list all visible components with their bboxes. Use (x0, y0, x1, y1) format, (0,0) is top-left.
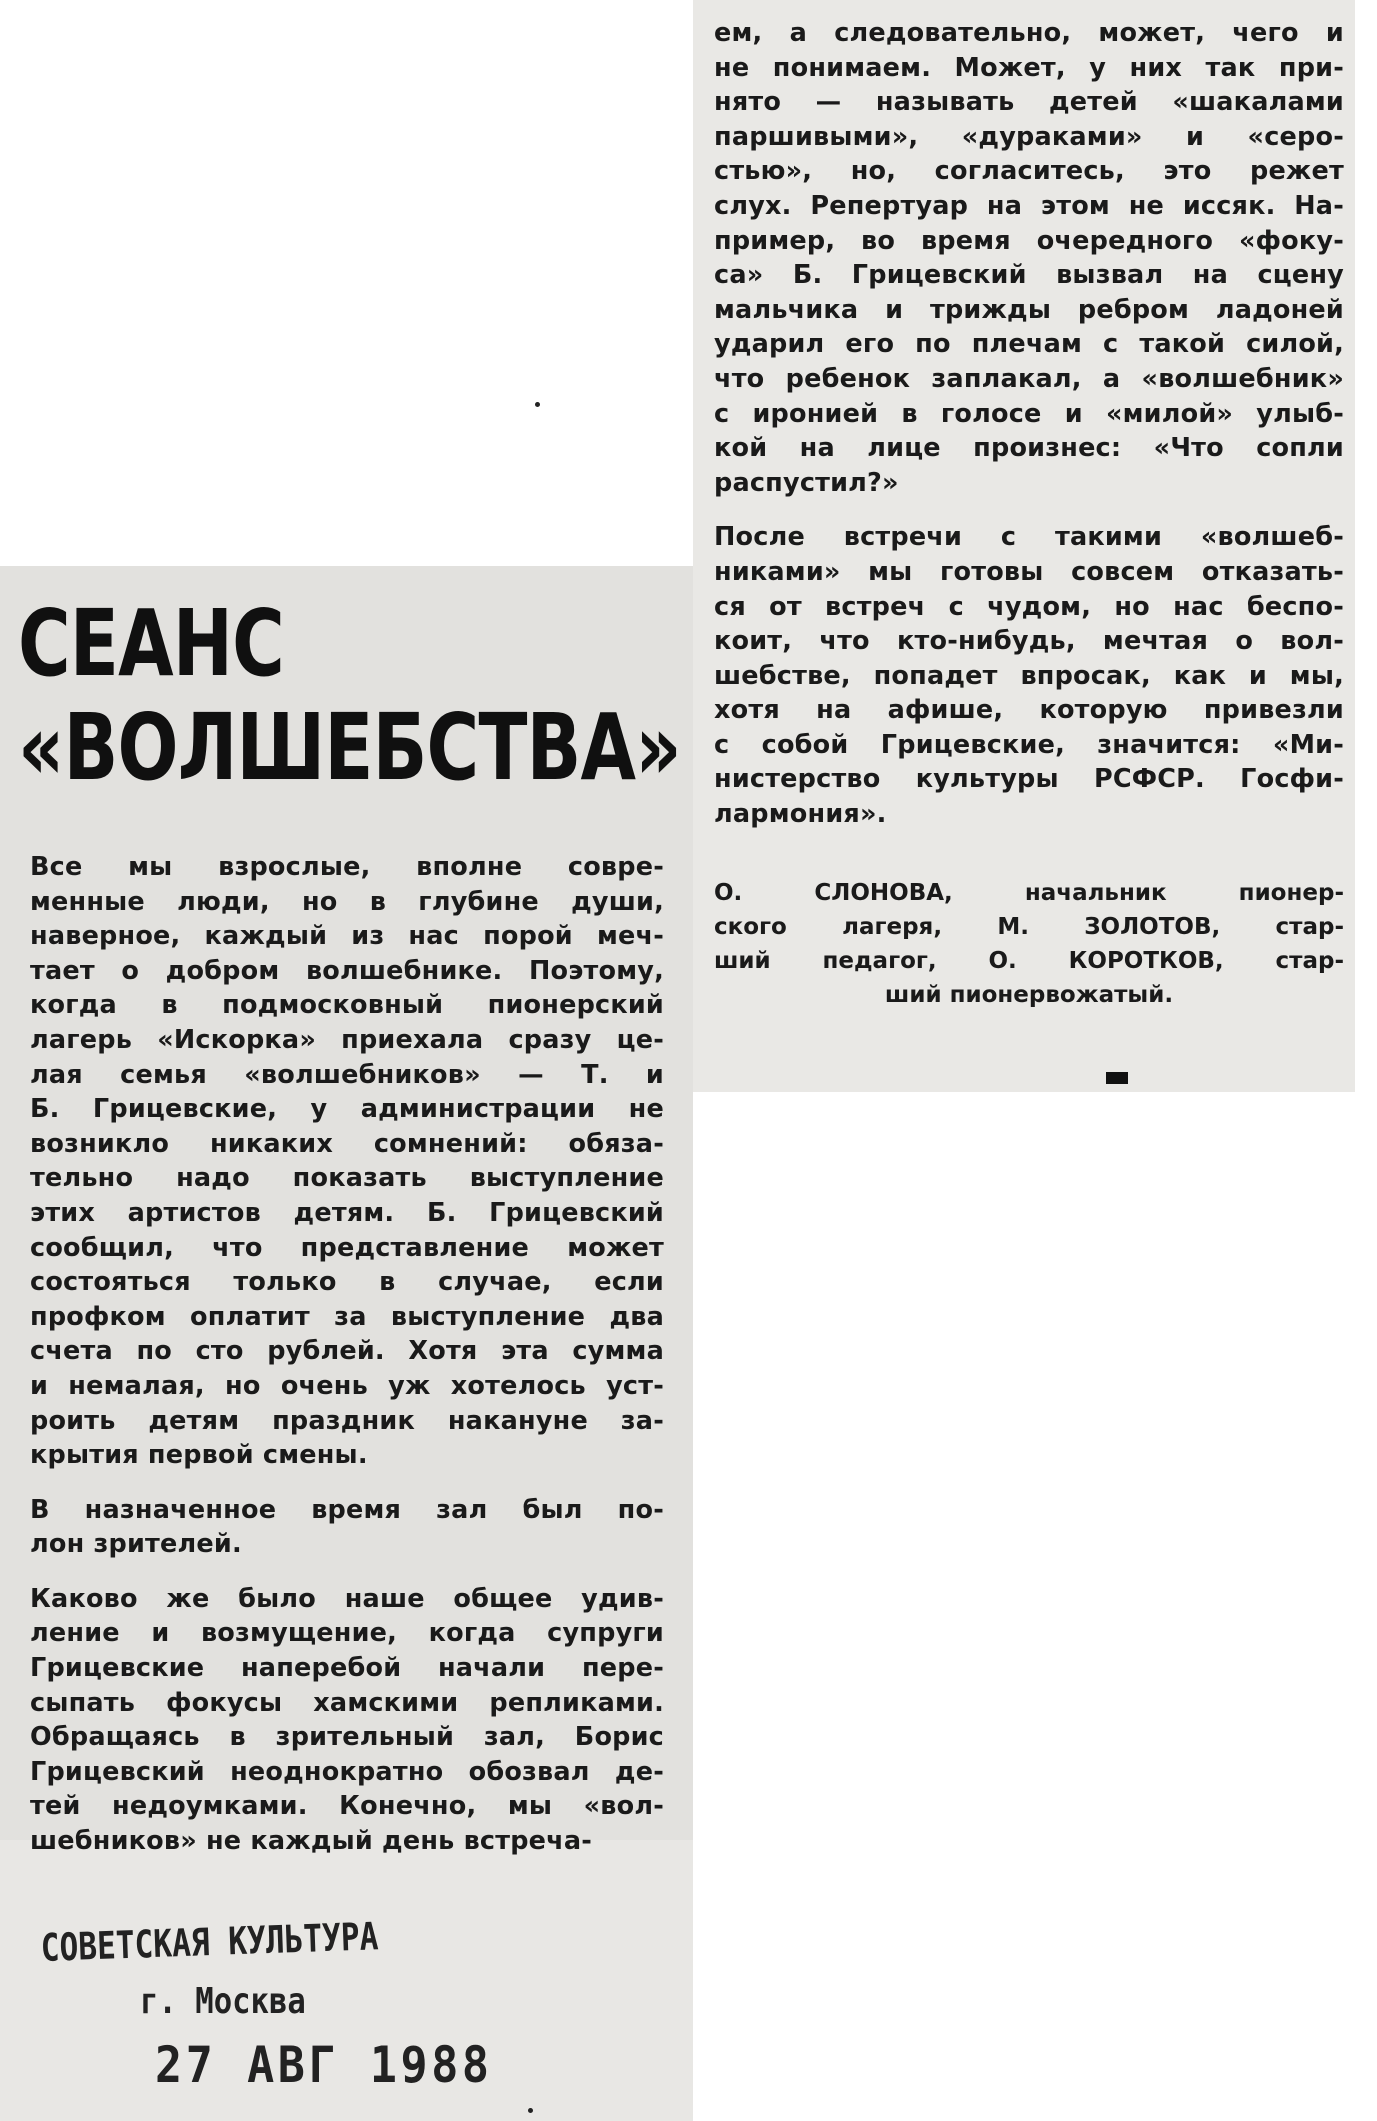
text-line: Грицевские наперебой начали пере- (30, 1653, 664, 1684)
text-line: ление и возмущение, когда супруги (30, 1618, 664, 1649)
article-paragraph (714, 520, 1344, 831)
text-line: мальчика и трижды ребром ладоней (714, 294, 1344, 325)
paragraph-gap (30, 1473, 664, 1493)
text-line: этих артистов детям. Б. Грицевский (30, 1197, 664, 1228)
text-line: что ребенок заплакал, а «волшебник» (714, 363, 1344, 394)
text-line: никами» мы готовы совсем отказать- (714, 556, 1344, 587)
text-line: состояться только в случае, если (30, 1267, 664, 1298)
text-line: возникло никаких сомнений: обяза- (30, 1128, 664, 1159)
signature-line: О. СЛОНОВА, начальник пионер- (714, 880, 1344, 906)
text-line: нято — называть детей «шакалами (714, 87, 1344, 118)
text-line: тает о добром волшебнике. Поэтому, (30, 955, 664, 986)
stamp-date: 27 АВГ 1988 (155, 2036, 493, 2094)
article-paragraph (30, 1582, 664, 1859)
text-line: лагерь «Искорка» приехала сразу це- (30, 1024, 664, 1055)
text-line: хотя на афише, которую привезли (714, 695, 1344, 726)
article-signature (714, 876, 1344, 1012)
text-line: лармония». (714, 799, 887, 830)
article-right-column (714, 16, 1344, 832)
text-line: когда в подмосковный пионерский (30, 990, 664, 1021)
text-line: сыпать фокусы хамскими репликами. (30, 1687, 664, 1718)
signature-line: ского лагеря, М. ЗОЛОТОВ, стар- (714, 914, 1344, 940)
headline-line-1: СЕАНС (18, 590, 285, 697)
text-line: слух. Репертуар на этом не иссяк. На- (714, 190, 1344, 221)
text-line: наверное, каждый из нас порой меч- (30, 921, 664, 952)
text-line: лон зрителей. (30, 1529, 242, 1560)
text-line: ударил его по плечам с такой силой, (714, 329, 1344, 360)
headline-line-2: «ВОЛШЕБСТВА» (18, 694, 681, 801)
text-line: Обращаясь в зрительный зал, Борис (30, 1722, 664, 1753)
text-line: шебников» не каждый день встреча- (30, 1826, 593, 1857)
text-line: стью», но, согласитесь, это режет (714, 156, 1344, 187)
text-line: тельно надо показать выступление (30, 1163, 664, 1194)
article-left-column (30, 850, 664, 1859)
text-line: В назначенное время зал был по- (30, 1494, 664, 1525)
text-line: са» Б. Грицевский вызвал на сцену (714, 260, 1344, 291)
text-line: кой на лице произнес: «Что сопли (714, 433, 1344, 464)
end-of-article-mark (1106, 1072, 1128, 1084)
text-line: сообщил, что представление может (30, 1232, 664, 1263)
text-line: Каково же было наше общее удив- (30, 1583, 664, 1614)
article-paragraph (30, 1493, 664, 1562)
text-line: крытия первой смены. (30, 1440, 368, 1471)
text-line: распустил?» (714, 467, 899, 498)
paragraph-gap (30, 1562, 664, 1582)
text-line: не понимаем. Может, у них так при- (714, 52, 1344, 83)
text-line: шебстве, попадет впросак, как и мы, (714, 660, 1344, 691)
speck (528, 2108, 533, 2113)
text-line: с собой Грицевские, значится: «Ми- (714, 729, 1344, 760)
paragraph-gap (714, 500, 1344, 520)
text-line: менные люди, но в глубине души, (30, 886, 664, 917)
text-line: Б. Грицевские, у администрации не (30, 1094, 664, 1125)
text-line: профком оплатит за выступление два (30, 1301, 664, 1332)
text-line: роить детям праздник накануне за- (30, 1405, 664, 1436)
signature-line: ший пионервожатый. (884, 982, 1174, 1008)
article-headline (18, 592, 681, 800)
stamp-publication: СОВЕТСКАЯ КУЛЬТУРА (40, 1914, 380, 1970)
signature-line: ший педагог, О. КОРОТКОВ, стар- (714, 948, 1344, 974)
text-line: и немалая, но очень уж хотелось уст- (30, 1370, 664, 1401)
text-line: Грицевский неоднократно обозвал де- (30, 1756, 664, 1787)
text-line: ем, а следовательно, может, чего и (714, 18, 1344, 48)
text-line: с иронией в голосе и «милой» улыб- (714, 398, 1344, 429)
text-line: тей недоумками. Конечно, мы «вол- (30, 1791, 664, 1822)
text-line: счета по сто рублей. Хотя эта сумма (30, 1336, 664, 1367)
text-line: Все мы взрослые, вполне совре- (30, 852, 664, 882)
text-line: ся от встреч с чудом, но нас беспо- (714, 591, 1344, 622)
stamp-city: г. Москва (140, 1981, 306, 2022)
text-line: коит, что кто-нибудь, мечтая о вол- (714, 626, 1344, 657)
speck (535, 402, 540, 407)
text-line: пример, во время очередного «фоку- (714, 225, 1344, 256)
text-line: нистерство культуры РСФСР. Госфи- (714, 764, 1344, 795)
text-line: После встречи с такими «волшеб- (714, 522, 1344, 553)
article-paragraph (30, 850, 664, 1473)
text-line: паршивыми», «дураками» и «серо- (714, 121, 1344, 152)
text-line: лая семья «волшебников» — Т. и (30, 1059, 664, 1090)
article-paragraph (714, 16, 1344, 500)
